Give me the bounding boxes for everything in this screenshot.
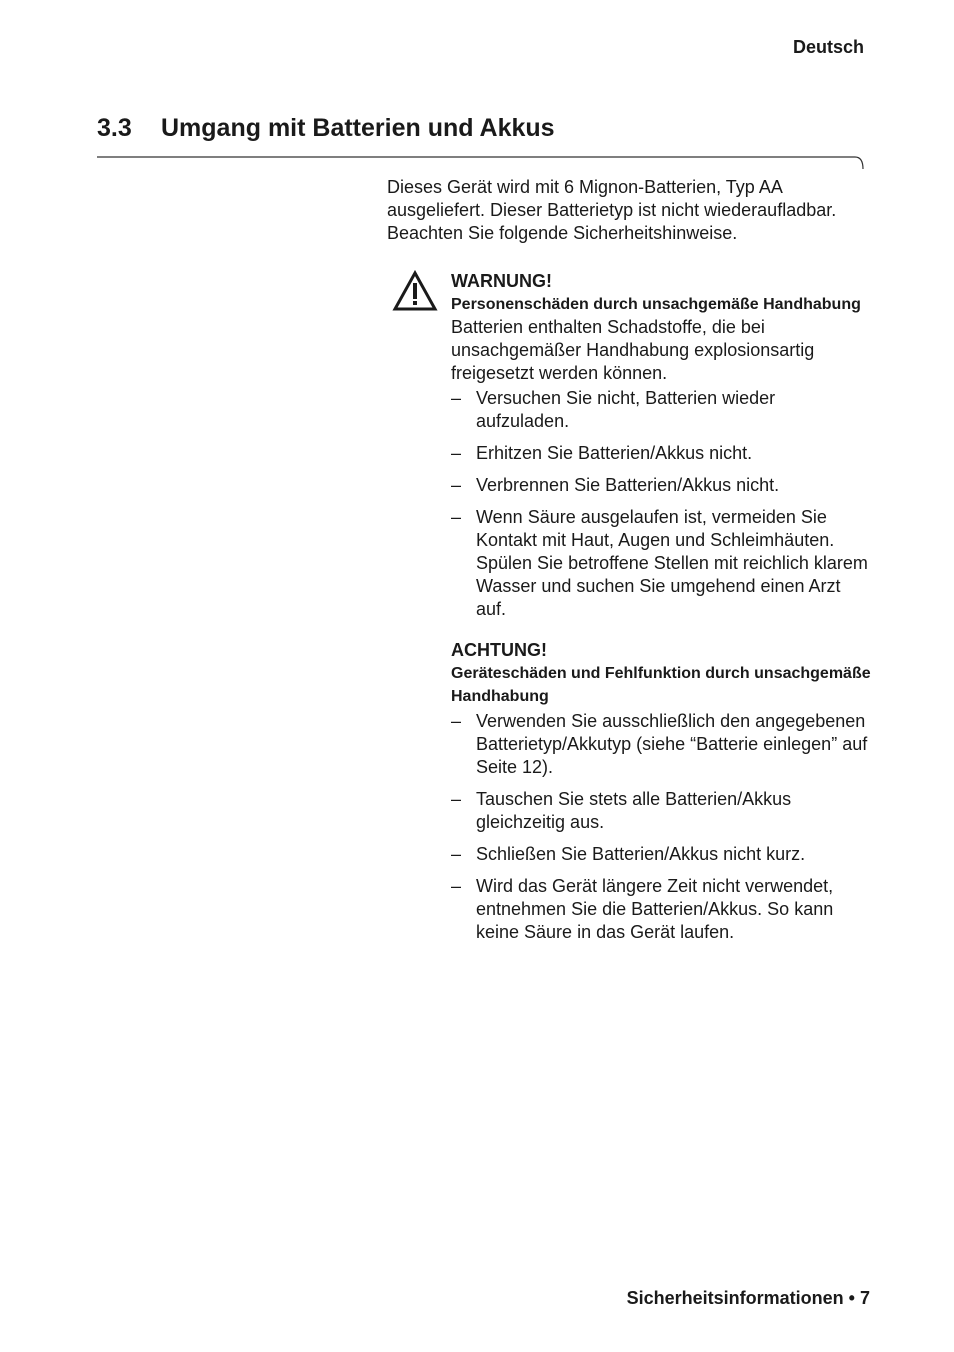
list-item <box>451 710 871 779</box>
header-language: Deutsch <box>792 37 864 57</box>
dash-bullet: – <box>451 711 462 731</box>
dash-bullet: – <box>451 789 462 809</box>
list-item-text: Erhitzen Sie Batterien/Akkus nicht. <box>476 443 753 463</box>
intro-paragraph: Dieses Gerät wird mit 6 Mignon-Batterien, Typ AA ausgeliefert. Dieser Batterietyp ist nicht wiederaufladbar. Beachten Sie folgende Sicherheitshinweise. <box>387 177 837 243</box>
list-item-text: Schließen Sie Batterien/Akkus nicht kurz. <box>476 844 806 864</box>
list-item-text: Tauschen Sie stets alle Batterien/Akkus gleichzeitig aus. <box>476 789 792 832</box>
list-item <box>451 506 871 621</box>
dash-bullet: – <box>451 443 462 463</box>
list-item <box>451 875 871 944</box>
section-number: 3.3 <box>97 114 132 142</box>
list-item <box>451 474 871 497</box>
section-title-text: Umgang mit Batterien und Akkus <box>161 114 555 142</box>
warning-block <box>387 270 871 621</box>
main-content <box>387 176 871 962</box>
warning-list <box>451 387 871 621</box>
dash-bullet: – <box>451 844 462 864</box>
caution-subheading: Geräteschäden und Fehlfunktion durch unsachgemäße Handhabung <box>451 665 871 705</box>
caution-block <box>387 639 871 944</box>
warning-triangle-icon <box>392 270 438 312</box>
list-item <box>451 843 871 866</box>
dash-bullet: – <box>451 388 462 408</box>
list-item <box>451 442 871 465</box>
section-rule <box>97 156 864 170</box>
warning-subheading: Personenschäden durch unsachgemäße Handhabung <box>451 296 861 313</box>
caution-list <box>451 710 871 944</box>
footer-page-label: Sicherheitsinformationen • 7 <box>626 1288 870 1308</box>
list-item-text: Versuchen Sie nicht, Batterien wieder aufzuladen. <box>476 388 776 431</box>
dash-bullet: – <box>451 876 462 896</box>
section-title <box>97 114 555 143</box>
warning-heading: WARNUNG! <box>451 271 552 291</box>
dash-bullet: – <box>451 507 462 527</box>
list-item <box>451 788 871 834</box>
list-item <box>451 387 871 433</box>
caution-heading: ACHTUNG! <box>451 640 547 660</box>
dash-bullet: – <box>451 475 462 495</box>
list-item-text: Verbrennen Sie Batterien/Akkus nicht. <box>476 475 780 495</box>
list-item-text: Verwenden Sie ausschließlich den angegebenen Batterietyp/Akkutyp (siehe “Batterie einlegen” auf Seite 12). <box>476 711 868 777</box>
list-item-text: Wird das Gerät längere Zeit nicht verwendet, entnehmen Sie die Batterien/Akkus. So kann keine Säure in das Gerät laufen. <box>476 876 834 942</box>
list-item-text: Wenn Säure ausgelaufen ist, vermeiden Sie Kontakt mit Haut, Augen und Schleimhäuten. Spülen Sie betroffene Stellen mit reichlich klarem Wasser und suchen Sie umgehend einen Arzt auf. <box>476 507 868 619</box>
warning-text: Batterien enthalten Schadstoffe, die bei unsachgemäßer Handhabung explosionsartig freigesetzt werden können. <box>451 317 815 383</box>
